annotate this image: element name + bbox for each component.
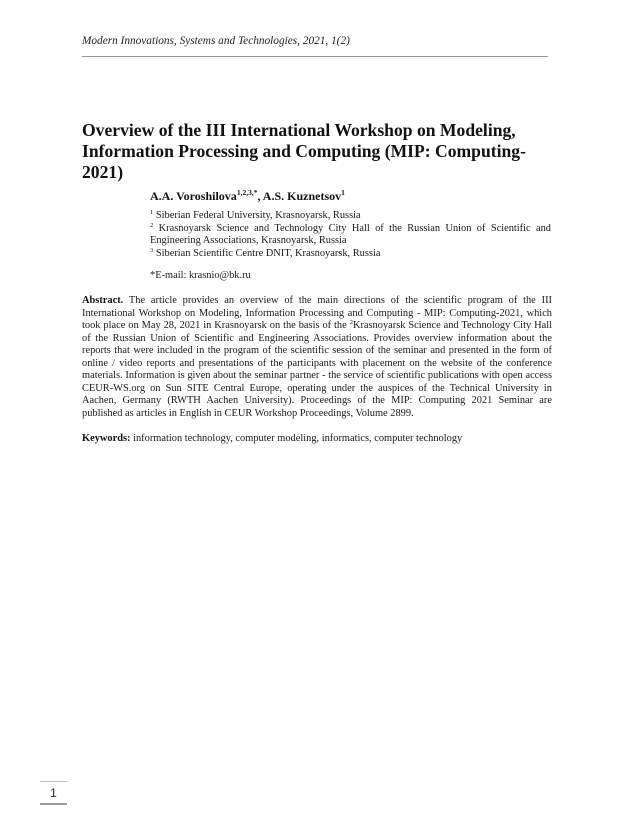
affiliation-marker: 2 [150, 221, 154, 229]
keywords-text: information technology, computer modeling, informatics, computer technology [130, 433, 463, 444]
author-affiliation-marks: 1,2,3,* [236, 188, 258, 197]
running-header: Modern Innovations, Systems and Technologies, 2021, 1(2) [82, 35, 350, 47]
author-affiliation-marks: 1 [341, 188, 345, 197]
paper-title [82, 120, 552, 183]
abstract [82, 295, 552, 420]
page-number: 1 [50, 786, 57, 800]
abstract-text: Krasnoyarsk Science and Technology City Hall of the Russian Union of Scientific and Engineering Associations. Provides overview information about the reports that were included in the program of the scientific session of the seminar and presented in the form of online / video reports and presentations of the participants with placement on the website of the conference materials. Information is given about the seminar partner - the service of scientific publications with open access CEUR-WS.org on Sun SITE Central Europe, operating under the auspices of the Technical University in Aachen, Germany (RWTH Aachen University). Proceedings of the MIP: Computing 2021 Seminar are published as articles in English in CEUR Workshop Proceedings, Volume 2899. [82, 320, 552, 419]
header-divider [82, 56, 548, 57]
author-name: A.S. Kuznetsov [262, 189, 342, 203]
page-number-underline [40, 803, 67, 805]
author-separator: , [257, 189, 263, 203]
affiliation-text: Krasnoyarsk Science and Technology City Hall of the Russian Union of Scientific and Engineering Associations, Krasnoyarsk, Russia [150, 222, 551, 247]
title-line-2: Information Processing and Computing (MIP: Computing-2021) [82, 141, 526, 182]
affiliation-marker: 1 [150, 209, 154, 216]
corresponding-email: *E-mail: krasnio@bk.ru [150, 270, 251, 281]
author-list [150, 189, 345, 204]
abstract-label: Abstract. [82, 295, 124, 306]
affiliation-text: Siberian Scientific Centre DNIT, Krasnoyarsk, Russia [153, 247, 381, 259]
keywords [82, 433, 552, 444]
affiliation-item [150, 248, 551, 261]
affiliation-item [150, 210, 551, 223]
author-name: A.A. Voroshilova [150, 189, 237, 203]
affiliation-text: Siberian Federal University, Krasnoyarsk, Russia [153, 210, 361, 221]
title-line-1: Overview of the III International Workshop on Modeling, [82, 120, 516, 140]
affiliation-marker: 3 [150, 246, 154, 254]
affiliations [150, 210, 551, 260]
keywords-label: Keywords: [82, 433, 131, 444]
abstract-text: The article provides an overview of the main directions of the scientific program of the III International Workshop on Modeling, Information Processing and Computing - MIP: Computing-2021, which took place on May 28, 2021 in Krasnoyarsk on the basis of the [82, 295, 552, 332]
affiliation-item [150, 223, 551, 248]
page-number-rule [40, 781, 67, 782]
abstract-affiliation-marker: 2 [349, 319, 353, 327]
